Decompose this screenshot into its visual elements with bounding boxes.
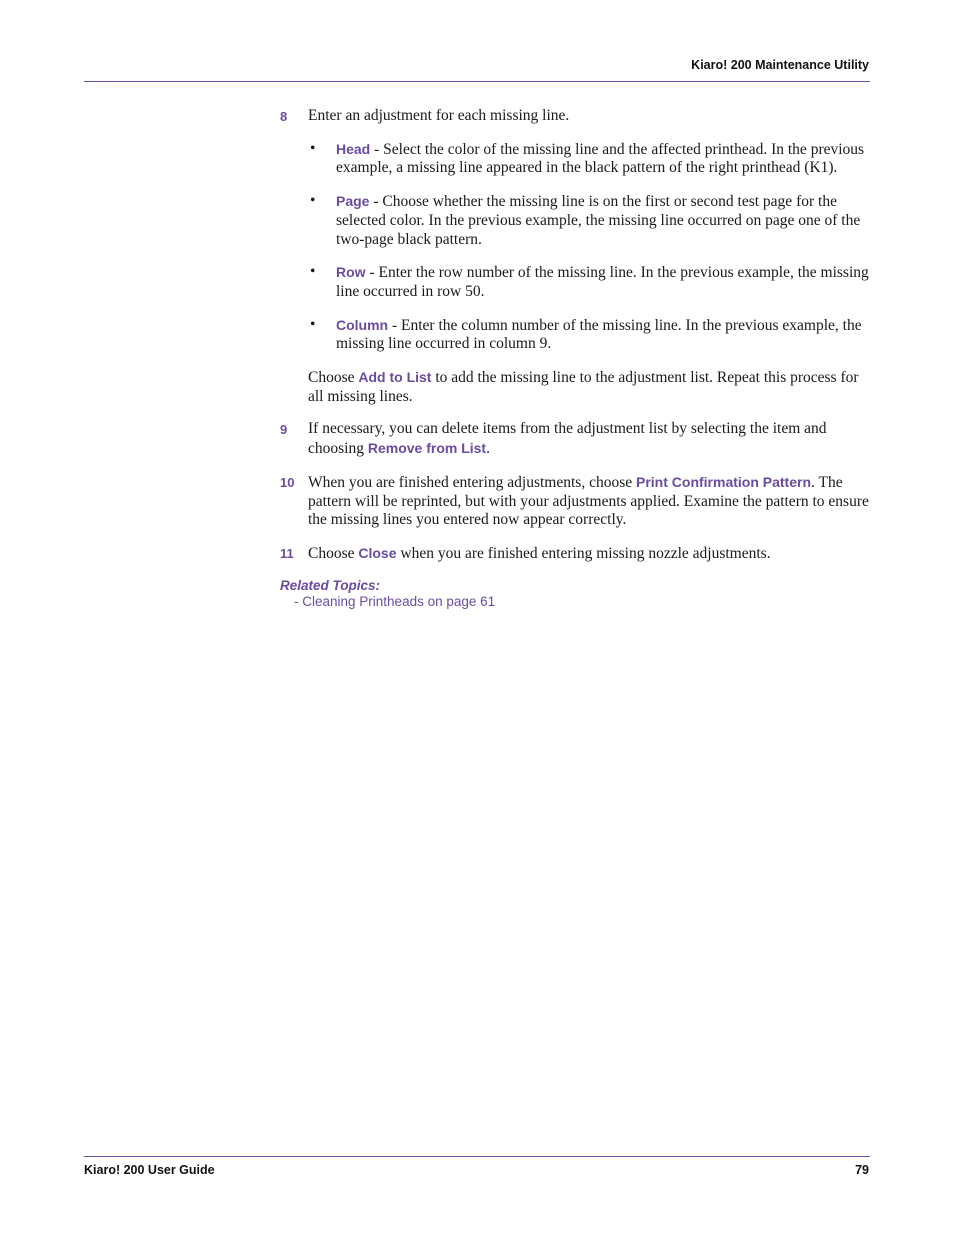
text-fragment: to add the missing line to the adjustment list. Repeat this process for all missing lines. — [308, 369, 859, 405]
header-rule — [84, 81, 870, 82]
text-fragment: Choose — [308, 369, 359, 387]
term-head: Head — [336, 140, 371, 157]
step-text — [308, 473, 870, 530]
step-8 — [280, 107, 870, 406]
related-topics — [280, 578, 870, 610]
list-item-head — [308, 140, 870, 178]
page-number: 79 — [855, 1163, 869, 1177]
step-10 — [280, 473, 870, 530]
step-11 — [280, 544, 870, 564]
term-page: Page — [336, 193, 370, 210]
bullet-icon: • — [310, 192, 316, 210]
term-close: Close — [358, 544, 397, 561]
link-label[interactable]: Cleaning Printheads on page 61 — [302, 593, 496, 609]
main-content — [280, 107, 870, 610]
term-row: Row — [336, 264, 366, 281]
list-item-row — [308, 263, 870, 301]
term-remove-from-list: Remove from List — [367, 440, 487, 457]
bullet-icon: • — [310, 263, 316, 281]
related-link-cleaning-printheads[interactable] — [280, 594, 870, 610]
link-prefix: - — [294, 593, 303, 609]
bullet-text: - Enter the row number of the missing line. In the previous example, the missing line occurred in row 50. — [336, 264, 869, 300]
step-text — [308, 544, 870, 564]
term-print-confirmation-pattern: Print Confirmation Pattern — [636, 473, 812, 490]
term-column: Column — [336, 316, 389, 333]
text-fragment: . — [486, 440, 490, 458]
step-followup-text — [308, 368, 870, 406]
text-fragment: If necessary, you can delete items from the adjustment list by selecting the item and choosing — [308, 420, 827, 458]
footer-rule — [84, 1156, 870, 1157]
related-topics-title: Related Topics: — [280, 577, 381, 593]
text-fragment: . The pattern will be reprinted, but with your adjustments applied. Examine the pattern to ensure the missing lines you entered now appear correctly. — [308, 473, 869, 529]
step-text — [308, 420, 870, 458]
list-item-page — [308, 192, 870, 249]
text-fragment: when you are finished entering missing nozzle adjustments. — [396, 544, 771, 562]
bullet-icon: • — [310, 315, 316, 333]
step-number: 8 — [280, 109, 288, 124]
step-9 — [280, 420, 870, 458]
bullet-text: - Enter the column number of the missing line. In the previous example, the missing line occurred in column 9. — [336, 316, 862, 353]
text-fragment: Choose — [308, 544, 359, 562]
text-fragment: When you are finished entering adjustments, choose — [308, 473, 636, 491]
bullet-text: - Choose whether the missing line is on the first or second test page for the selected color. In the previous example, the missing line occurred on page one of the two-page black pattern. — [336, 193, 861, 248]
list-item-column — [308, 316, 870, 354]
bullet-icon: • — [310, 139, 316, 157]
step-number: 11 — [280, 545, 294, 561]
footer-guide-title: Kiaro! 200 User Guide — [84, 1163, 215, 1177]
term-add-to-list: Add to List — [358, 369, 432, 386]
step-number: 9 — [280, 422, 288, 438]
bullet-text: - Select the color of the missing line and the affected printhead. In the previous example, a missing line appeared in the black pattern of the right printhead (K1). — [336, 140, 865, 177]
step-number: 10 — [280, 474, 295, 490]
running-header: Kiaro! 200 Maintenance Utility — [691, 58, 869, 72]
step-text: Enter an adjustment for each missing line. — [308, 107, 570, 124]
adjustment-fields-list — [308, 140, 870, 354]
